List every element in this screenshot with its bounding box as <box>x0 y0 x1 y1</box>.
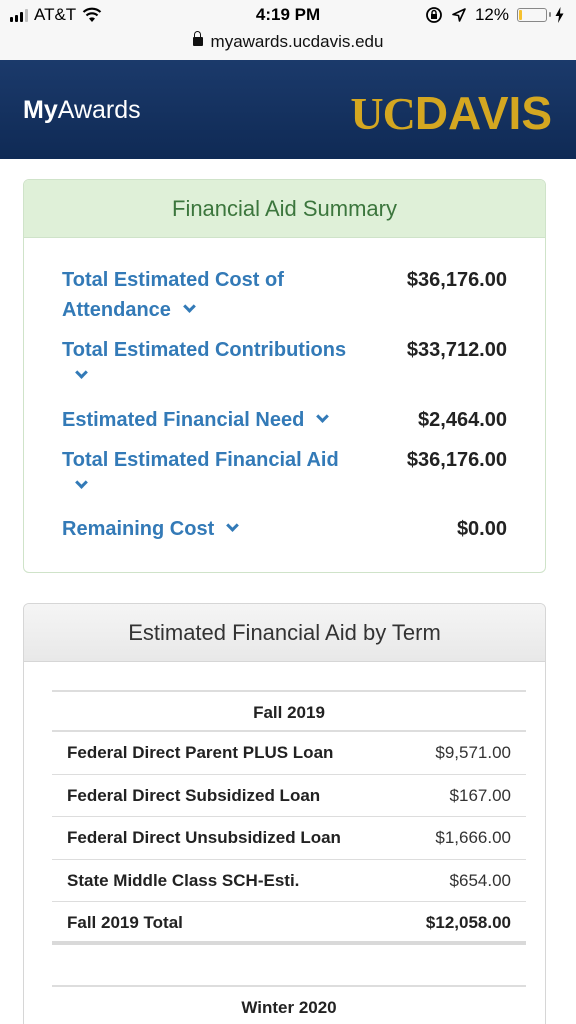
term-title: Winter 2020 <box>52 985 526 1024</box>
term-table-fall-2019 <box>52 690 526 945</box>
summary-row-cost-of-attendance <box>62 265 507 325</box>
status-time: 4:19 PM <box>255 5 321 24</box>
summary-row-financial-aid <box>62 445 507 487</box>
brand-rest: Awards <box>57 96 141 124</box>
summary-label: Total Estimated Financial Aid <box>62 449 339 471</box>
summary-label: Total Estimated Contributions <box>62 339 347 361</box>
app-header <box>0 60 576 159</box>
aid-amount: $1,666.00 <box>435 828 511 847</box>
summary-value: $36,176.00 <box>406 449 507 471</box>
summary-label: Estimated Financial Need <box>62 409 305 431</box>
location-icon <box>451 7 467 23</box>
aid-name: Federal Direct Unsubsidized Loan <box>67 828 341 847</box>
aid-name: Federal Direct Subsidized Loan <box>67 785 321 805</box>
term-total-label: Fall 2019 Total <box>67 913 183 932</box>
charging-icon <box>555 7 564 23</box>
logo-uc: UC <box>350 88 415 139</box>
by-term-title: Estimated Financial Aid by Term <box>24 604 545 662</box>
summary-row-contributions <box>62 335 507 377</box>
summary-label: Remaining Cost <box>62 518 215 540</box>
ios-status-bar <box>0 0 576 32</box>
orientation-lock-icon <box>425 6 443 24</box>
url-text: myawards.ucdavis.edu <box>210 32 384 51</box>
summary-value: $0.00 <box>456 518 507 540</box>
summary-value: $36,176.00 <box>406 269 507 291</box>
summary-title: Financial Aid Summary <box>24 180 545 238</box>
financial-aid-summary-panel <box>23 179 546 573</box>
summary-value: $33,712.00 <box>406 339 507 361</box>
term-total-amount: $12,058.00 <box>425 913 511 932</box>
chevron-down-icon <box>75 366 88 379</box>
summary-row-financial-need <box>62 405 507 435</box>
battery-icon <box>517 8 547 22</box>
term-title: Fall 2019 <box>52 690 526 732</box>
table-row <box>52 817 526 860</box>
table-row <box>52 732 526 775</box>
chevron-down-icon <box>226 519 239 532</box>
summary-row-remaining-cost <box>62 514 507 544</box>
table-row <box>52 775 526 818</box>
remaining-cost-toggle[interactable] <box>62 514 372 544</box>
carrier-label: AT&T <box>34 5 77 24</box>
term-table-winter-2020 <box>52 985 526 1024</box>
term-total-row <box>52 902 526 945</box>
lock-icon <box>193 37 203 46</box>
financial-aid-toggle[interactable] <box>62 445 372 487</box>
chevron-down-icon <box>75 476 88 489</box>
address-bar[interactable] <box>0 32 576 60</box>
aid-amount: $654.00 <box>449 870 511 890</box>
brand-bold: My <box>23 96 58 124</box>
aid-by-term-panel <box>23 603 546 1024</box>
myawards-logo[interactable] <box>23 96 141 125</box>
battery-percent: 12% <box>474 5 509 24</box>
cost-of-attendance-toggle[interactable]: Total Estimated Cost of Attendance <box>62 269 284 321</box>
ucdavis-logo[interactable] <box>350 86 552 140</box>
aid-amount: $167.00 <box>449 785 511 805</box>
aid-amount: $9,571.00 <box>435 743 511 762</box>
table-row <box>52 860 526 903</box>
chevron-down-icon <box>316 410 329 423</box>
contributions-toggle[interactable] <box>62 335 372 377</box>
summary-value: $2,464.00 <box>418 409 507 431</box>
aid-name: Federal Direct Parent PLUS Loan <box>67 743 334 762</box>
aid-name: State Middle Class SCH-Esti. <box>67 870 300 890</box>
chevron-down-icon <box>183 300 196 313</box>
financial-need-toggle[interactable] <box>62 405 372 435</box>
logo-davis: DAVIS <box>414 87 552 139</box>
